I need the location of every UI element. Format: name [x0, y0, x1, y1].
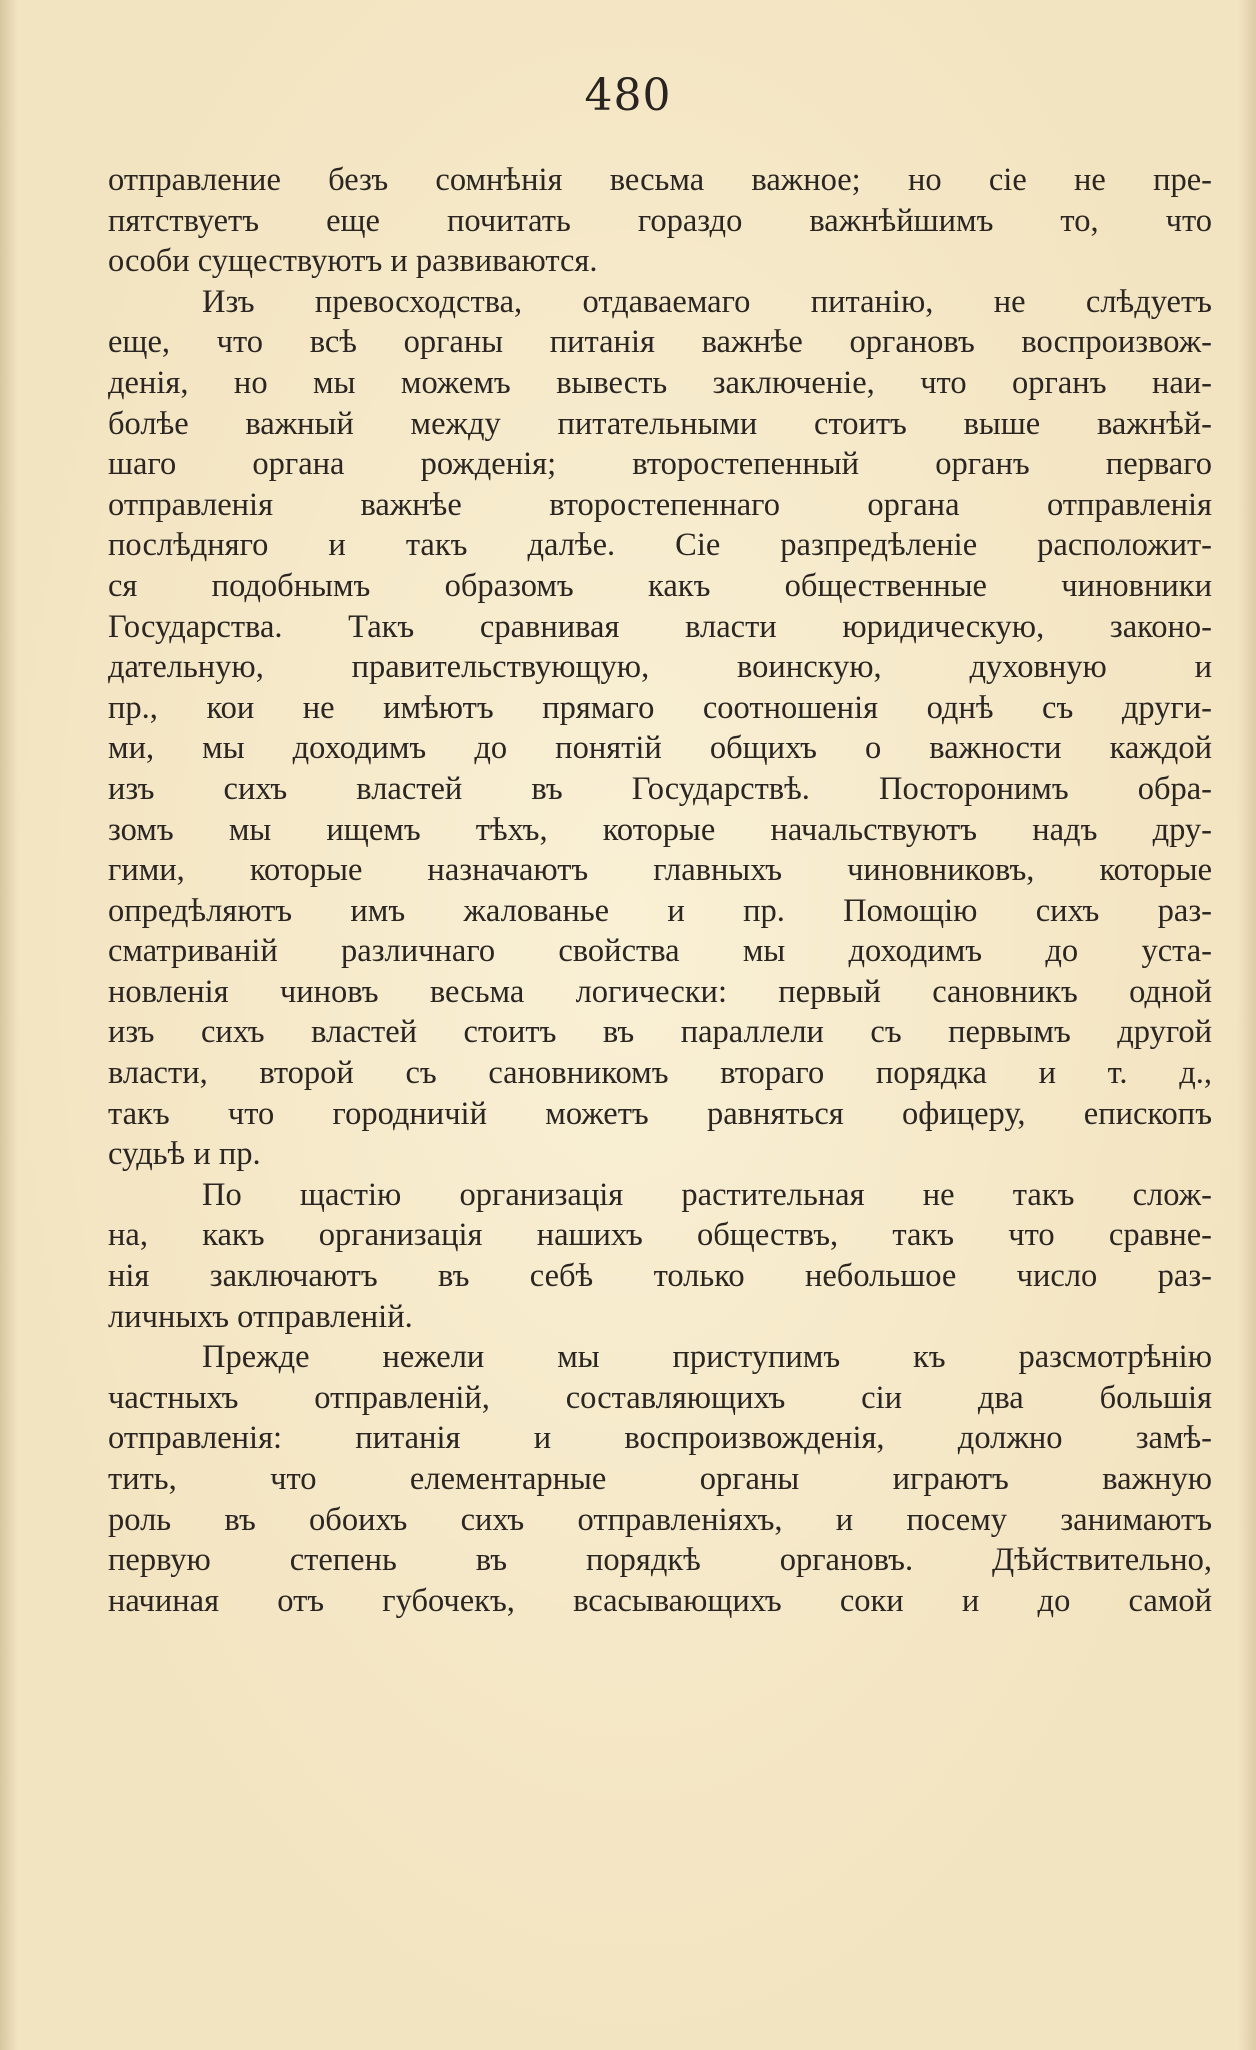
paragraph: [108, 282, 1212, 1175]
text-line: изъ сихъ властей въ Государствѣ. Посторонимъ обра-: [108, 770, 1212, 807]
text-line: зомъ мы ищемъ тѣхъ, которые начальствуютъ надъ дру-: [108, 811, 1212, 848]
paragraph: [108, 1175, 1212, 1337]
text-line: роль въ обоихъ сихъ отправленіяхъ, и посему занимаютъ: [108, 1501, 1212, 1538]
text-line: Прежде нежели мы приступимъ къ разсмотрѣнію: [202, 1339, 1212, 1376]
page-left-shadow: [0, 0, 18, 2050]
text-line: пр., кои не имѣютъ прямаго соотношенія однѣ съ други-: [108, 689, 1212, 726]
text-line: первую степень въ порядкѣ органовъ. Дѣйствительно,: [108, 1542, 1212, 1579]
text-line: такъ что городничій можетъ равняться офицеру, епископъ: [108, 1095, 1212, 1132]
paragraph: [108, 160, 1212, 282]
text-line: особи существуютъ и развиваются.: [108, 243, 598, 280]
text-line: на, какъ организація нашихъ обществъ, такъ что сравне-: [108, 1217, 1212, 1254]
text-line: нія заключаютъ въ себѣ только небольшое число раз-: [108, 1258, 1212, 1295]
paragraph: [108, 1337, 1212, 1621]
text-line: еще, что всѣ органы питанія важнѣе органовъ воспроизвож-: [108, 324, 1212, 361]
body-text: [108, 160, 1212, 1621]
page-right-shadow: [1238, 0, 1256, 2050]
text-line: болѣе важный между питательными стоитъ выше важнѣй-: [108, 405, 1212, 442]
text-line: отправленія: питанія и воспроизвожденія, должно замѣ-: [108, 1420, 1212, 1457]
text-line: изъ сихъ властей стоитъ въ параллели съ первымъ другой: [108, 1014, 1212, 1051]
text-line: личныхъ отправленій.: [108, 1298, 413, 1335]
text-line: опредѣляютъ имъ жалованье и пр. Помощію сихъ раз-: [108, 892, 1212, 929]
text-line: дательную, правительствующую, воинскую, духовную и: [108, 649, 1212, 686]
text-line: Изъ превосходства, отдаваемаго питанію, не слѣдуетъ: [202, 283, 1212, 320]
text-line: По щастію организація растительная не такъ слож-: [202, 1176, 1212, 1213]
text-line: отправление безъ сомнѣнія весьма важное; но сіе не пре-: [108, 162, 1212, 198]
text-line: шаго органа рожденія; второстепенный органъ перваго: [108, 446, 1212, 483]
text-line: новленія чиновъ весьма логически: первый сановникъ одной: [108, 973, 1212, 1010]
text-line: частныхъ отправленій, составляющихъ сіи два большія: [108, 1379, 1212, 1416]
text-line: ми, мы доходимъ до понятій общихъ о важности каждой: [108, 730, 1212, 767]
text-line: Государства. Такъ сравнивая власти юридическую, законо-: [108, 608, 1212, 645]
text-line: начиная отъ губочекъ, всасывающихъ соки и до самой: [108, 1582, 1212, 1619]
text-line: денія, но мы можемъ вывесть заключеніе, что органъ наи-: [108, 364, 1212, 401]
text-line: ся подобнымъ образомъ какъ общественные чиновники: [108, 567, 1212, 604]
text-line: отправленія важнѣе второстепеннаго органа отправленія: [108, 486, 1212, 523]
text-line: послѣдняго и такъ далѣе. Сіе разпредѣленіе расположит-: [108, 527, 1212, 564]
text-line: гими, которые назначаютъ главныхъ чиновниковъ, которые: [108, 852, 1212, 889]
text-line: судьѣ и пр.: [108, 1136, 261, 1173]
text-line: власти, второй съ сановникомъ втораго порядка и т. д.,: [108, 1055, 1212, 1092]
page-number: 480: [584, 70, 672, 121]
text-line: пятствуетъ еще почитать гораздо важнѣйшимъ то, что: [108, 202, 1212, 239]
text-line: сматриваній различнаго свойства мы доходимъ до уста-: [108, 933, 1212, 970]
text-line: тить, что елементарные органы играютъ важную: [108, 1461, 1212, 1497]
